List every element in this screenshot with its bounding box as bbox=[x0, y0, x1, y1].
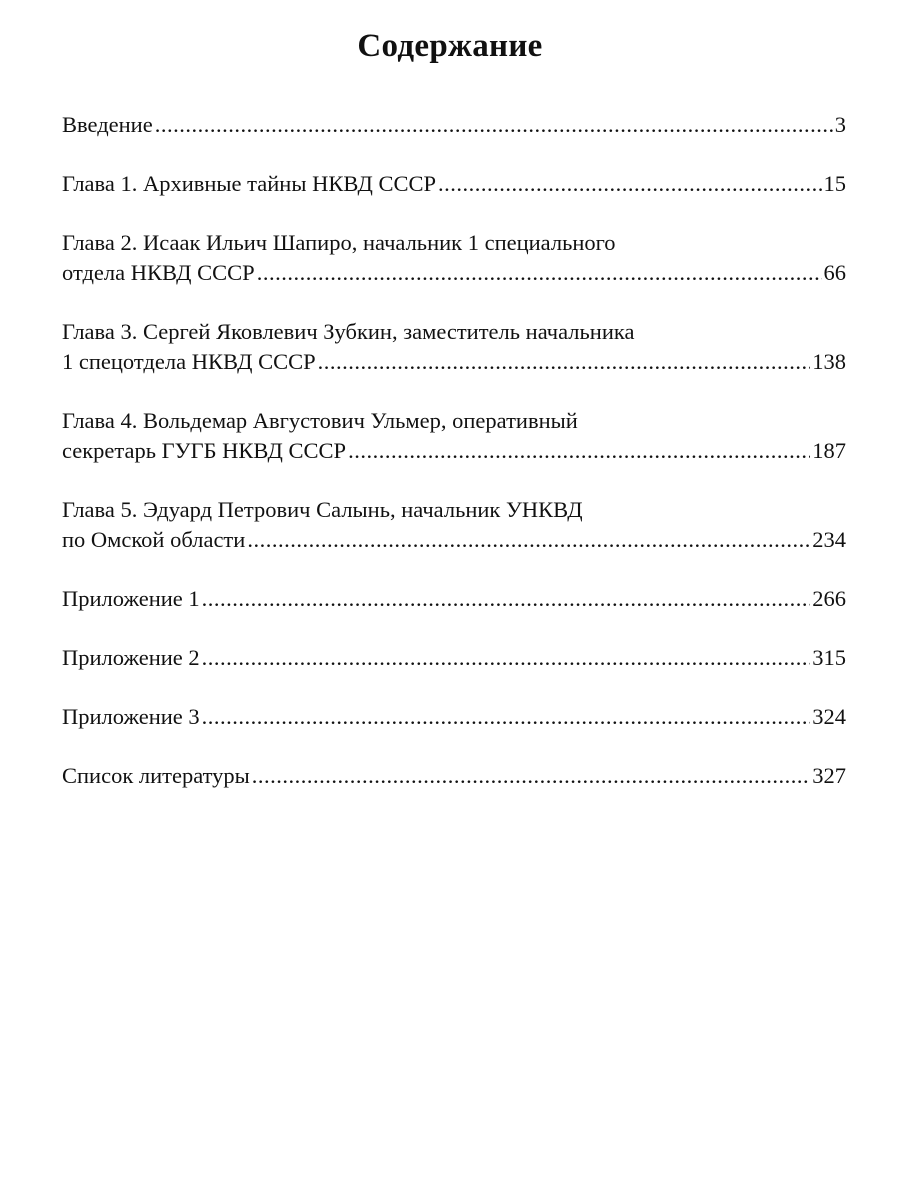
dot-leader bbox=[348, 436, 810, 466]
toc-entry-title-line-1: Глава 2. Исаак Ильич Шапиро, начальник 1 специального bbox=[62, 230, 616, 255]
toc-entry-line bbox=[62, 584, 846, 614]
toc-page-number: 15 bbox=[823, 171, 846, 196]
toc-entry-title-line-2: отдела НКВД СССР bbox=[62, 260, 255, 285]
toc-entry-title: Введение bbox=[62, 112, 153, 137]
toc-page-number: 234 bbox=[812, 527, 846, 552]
toc-entry-title: Приложение 1 bbox=[62, 586, 200, 611]
toc-entry-chapter-3[interactable] bbox=[62, 317, 846, 377]
toc-entry-title-line-1: Глава 5. Эдуард Петрович Салынь, начальник УНКВД bbox=[62, 497, 583, 522]
toc-entry-title-line-2: 1 спецотдела НКВД СССР bbox=[62, 349, 316, 374]
toc-entry-title: Приложение 3 bbox=[62, 704, 200, 729]
toc-entry-title: Глава 1. Архивные тайны НКВД СССР bbox=[62, 171, 436, 196]
toc-entry-chapter-2[interactable] bbox=[62, 228, 846, 288]
toc-entry-title-line-2: секретарь ГУГБ НКВД СССР bbox=[62, 438, 347, 463]
dot-leader bbox=[202, 643, 811, 673]
toc-page-number: 315 bbox=[812, 645, 846, 670]
toc-page-number: 187 bbox=[812, 438, 846, 463]
dot-leader bbox=[155, 110, 833, 140]
table-of-contents bbox=[62, 110, 846, 791]
toc-entry-line bbox=[62, 761, 846, 791]
toc-entry-appendix-2[interactable] bbox=[62, 643, 846, 673]
toc-entry-line bbox=[62, 347, 846, 377]
toc-entry-line bbox=[62, 110, 846, 140]
toc-page-number: 3 bbox=[834, 112, 846, 137]
dot-leader bbox=[247, 525, 810, 555]
toc-entry-line bbox=[62, 258, 846, 288]
toc-page-number: 324 bbox=[812, 704, 846, 729]
toc-page-number: 266 bbox=[812, 586, 846, 611]
toc-entry-line bbox=[62, 643, 846, 673]
toc-entry-line bbox=[62, 436, 846, 466]
toc-entry-title-line-1: Глава 4. Вольдемар Августович Ульмер, оперативный bbox=[62, 408, 578, 433]
toc-entry-line bbox=[62, 525, 846, 555]
toc-page-number: 66 bbox=[823, 260, 846, 285]
toc-entry-line bbox=[62, 169, 846, 199]
dot-leader bbox=[202, 584, 811, 614]
toc-entry-title-line-1: Глава 3. Сергей Яковлевич Зубкин, заместитель начальника bbox=[62, 319, 635, 344]
toc-entry-chapter-4[interactable] bbox=[62, 406, 846, 466]
toc-entry-title-line-2: по Омской области bbox=[62, 527, 246, 552]
dot-leader bbox=[257, 258, 822, 288]
dot-leader bbox=[318, 347, 811, 377]
dot-leader bbox=[202, 702, 811, 732]
toc-entry-introduction[interactable] bbox=[62, 110, 846, 140]
toc-entry-line bbox=[62, 702, 846, 732]
toc-entry-chapter-5[interactable] bbox=[62, 495, 846, 555]
toc-page-number: 327 bbox=[812, 763, 846, 788]
dot-leader bbox=[252, 761, 810, 791]
page-title: Содержание bbox=[357, 28, 543, 64]
toc-entry-title: Приложение 2 bbox=[62, 645, 200, 670]
dot-leader bbox=[438, 169, 822, 199]
toc-entry-appendix-3[interactable] bbox=[62, 702, 846, 732]
toc-page-number: 138 bbox=[812, 349, 846, 374]
toc-entry-bibliography[interactable] bbox=[62, 761, 846, 791]
toc-entry-chapter-1[interactable] bbox=[62, 169, 846, 199]
toc-entry-title: Список литературы bbox=[62, 763, 250, 788]
toc-entry-appendix-1[interactable] bbox=[62, 584, 846, 614]
